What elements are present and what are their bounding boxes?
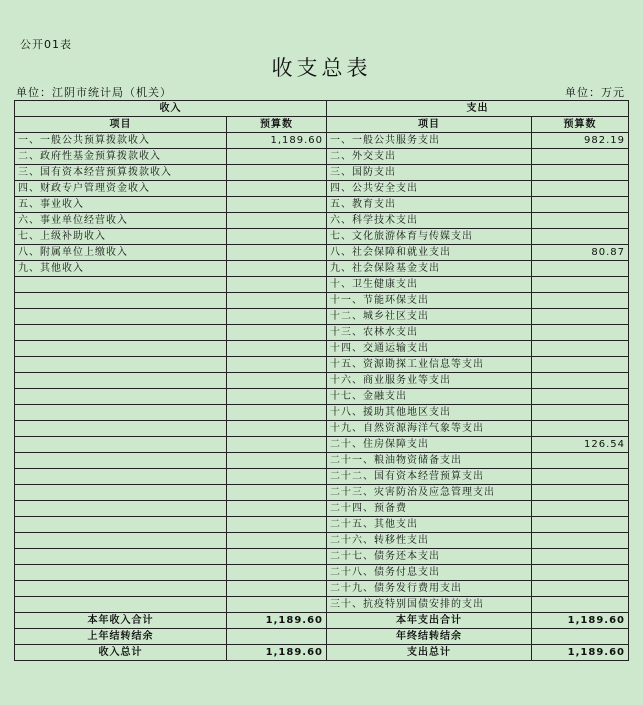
expense-item-cell: 十六、商业服务业等支出 [327,373,532,389]
expense-item-header: 项目 [327,117,532,133]
expense-amount-cell [532,501,629,517]
income-item-cell [15,373,227,389]
expense-item-cell: 八、社会保障和就业支出 [327,245,532,261]
expense-section-header: 支出 [327,101,629,117]
expense-item-cell: 三、国防支出 [327,165,532,181]
table-row [15,501,629,517]
expense-item-cell: 二十五、其他支出 [327,517,532,533]
table-row [15,581,629,597]
income-amount-cell [227,517,327,533]
table-row [15,245,629,261]
expense-amount-cell: 1,189.60 [532,613,629,629]
expense-item-cell: 十一、节能环保支出 [327,293,532,309]
income-item-cell: 四、财政专户管理资金收入 [15,181,227,197]
expense-item-cell: 三十、抗疫特别国债安排的支出 [327,597,532,613]
expense-item-cell: 二十九、债务发行费用支出 [327,581,532,597]
income-item-cell [15,405,227,421]
income-amount-cell [227,245,327,261]
income-section-header: 收入 [15,101,327,117]
expense-amount-cell: 1,189.60 [532,645,629,661]
table-row [15,357,629,373]
income-amount-cell [227,277,327,293]
expense-item-cell: 十三、农林水支出 [327,325,532,341]
table-row [15,261,629,277]
income-amount-cell: 1,189.60 [227,613,327,629]
table-row [15,213,629,229]
expense-amount-cell [532,309,629,325]
income-budget-header: 预算数 [227,117,327,133]
table-row [15,517,629,533]
income-item-cell [15,309,227,325]
expense-amount-cell [532,485,629,501]
expense-item-cell: 十二、城乡社区支出 [327,309,532,325]
table-row [15,341,629,357]
income-item-cell: 收入总计 [15,645,227,661]
income-amount-cell [227,533,327,549]
expense-amount-cell [532,277,629,293]
income-amount-cell [227,197,327,213]
income-item-cell [15,389,227,405]
expense-amount-cell [532,629,629,645]
expense-amount-cell [532,325,629,341]
expense-item-cell: 本年支出合计 [327,613,532,629]
expense-item-cell: 二十四、预备费 [327,501,532,517]
income-amount-cell: 1,189.60 [227,645,327,661]
income-amount-cell [227,357,327,373]
income-item-cell [15,597,227,613]
expense-item-cell: 十四、交通运输支出 [327,341,532,357]
income-amount-cell [227,389,327,405]
income-amount-cell [227,261,327,277]
unit-organization: 单位：江阴市统计局（机关） [16,86,172,99]
income-item-cell [15,485,227,501]
expense-amount-cell [532,421,629,437]
expense-item-cell: 二十八、债务付息支出 [327,565,532,581]
income-item-cell [15,549,227,565]
income-amount-cell [227,405,327,421]
income-amount-cell [227,229,327,245]
expense-amount-cell [532,149,629,165]
expense-item-cell: 九、社会保险基金支出 [327,261,532,277]
income-amount-cell [227,565,327,581]
expense-amount-cell [532,517,629,533]
form-number: 公开01表 [20,38,72,51]
table-row [15,533,629,549]
total-row [15,629,629,645]
expense-amount-cell: 80.87 [532,245,629,261]
income-amount-cell [227,469,327,485]
income-amount-cell [227,309,327,325]
column-header-row [15,117,629,133]
expense-amount-cell [532,549,629,565]
income-amount-cell [227,629,327,645]
table-row [15,421,629,437]
expense-item-cell: 二十、住房保障支出 [327,437,532,453]
income-amount-cell [227,293,327,309]
table-row [15,229,629,245]
table-row [15,437,629,453]
table-row [15,309,629,325]
expense-amount-cell [532,341,629,357]
expense-amount-cell [532,373,629,389]
expense-item-cell: 六、科学技术支出 [327,213,532,229]
expense-item-cell: 十、卫生健康支出 [327,277,532,293]
expense-item-cell: 十九、自然资源海洋气象等支出 [327,421,532,437]
expense-item-cell: 年终结转结余 [327,629,532,645]
expense-item-cell: 七、文化旅游体育与传媒支出 [327,229,532,245]
table-row [15,389,629,405]
unit-currency: 单位：万元 [565,86,625,99]
table-row [15,325,629,341]
income-amount-cell [227,437,327,453]
income-item-cell: 上年结转结余 [15,629,227,645]
table-row [15,565,629,581]
income-item-cell [15,421,227,437]
income-amount-cell [227,581,327,597]
income-item-cell [15,501,227,517]
income-item-cell [15,357,227,373]
expense-amount-cell [532,533,629,549]
income-amount-cell [227,485,327,501]
income-amount-cell [227,597,327,613]
expense-item-cell: 十八、援助其他地区支出 [327,405,532,421]
income-item-cell [15,437,227,453]
income-amount-cell [227,373,327,389]
income-amount-cell [227,165,327,181]
expense-amount-cell [532,197,629,213]
expense-amount-cell [532,389,629,405]
income-amount-cell [227,325,327,341]
income-item-cell: 三、国有资本经营预算拨款收入 [15,165,227,181]
income-item-cell [15,517,227,533]
expense-amount-cell [532,261,629,277]
page-title: 收支总表 [271,56,372,80]
income-amount-cell: 1,189.60 [227,133,327,149]
income-item-cell [15,453,227,469]
income-amount-cell [227,549,327,565]
expense-item-cell: 十五、资源勘探工业信息等支出 [327,357,532,373]
income-amount-cell [227,149,327,165]
expense-amount-cell [532,565,629,581]
income-amount-cell [227,341,327,357]
expense-amount-cell [532,213,629,229]
income-item-cell [15,325,227,341]
expense-item-cell: 二十六、转移性支出 [327,533,532,549]
table-row [15,277,629,293]
income-item-cell [15,293,227,309]
income-item-cell: 七、上级补助收入 [15,229,227,245]
expense-amount-cell [532,597,629,613]
expense-budget-header: 预算数 [532,117,629,133]
total-row [15,645,629,661]
table-row [15,293,629,309]
expense-item-cell: 二十七、债务还本支出 [327,549,532,565]
expense-item-cell: 二、外交支出 [327,149,532,165]
table-row [15,165,629,181]
expense-amount-cell [532,357,629,373]
income-item-header: 项目 [15,117,227,133]
income-amount-cell [227,213,327,229]
expense-amount-cell [532,581,629,597]
expense-item-cell: 二十二、国有资本经营预算支出 [327,469,532,485]
income-item-cell [15,581,227,597]
income-amount-cell [227,421,327,437]
table-row [15,485,629,501]
income-item-cell [15,565,227,581]
table-row [15,469,629,485]
section-header-row [15,101,629,117]
expense-amount-cell [532,181,629,197]
total-row [15,613,629,629]
expense-amount-cell [532,453,629,469]
expense-item-cell: 十七、金融支出 [327,389,532,405]
income-item-cell: 六、事业单位经营收入 [15,213,227,229]
expense-amount-cell [532,405,629,421]
expense-amount-cell [532,165,629,181]
expense-item-cell: 一、一般公共服务支出 [327,133,532,149]
income-item-cell [15,533,227,549]
table-row [15,597,629,613]
table-row [15,133,629,149]
income-item-cell: 本年收入合计 [15,613,227,629]
expense-item-cell: 四、公共安全支出 [327,181,532,197]
expense-amount-cell: 982.19 [532,133,629,149]
income-item-cell [15,341,227,357]
expense-amount-cell [532,469,629,485]
expense-item-cell: 二十三、灾害防治及应急管理支出 [327,485,532,501]
income-item-cell: 九、其他收入 [15,261,227,277]
table-row [15,197,629,213]
expense-item-cell: 二十一、粮油物资储备支出 [327,453,532,469]
expense-item-cell: 支出总计 [327,645,532,661]
table-row [15,549,629,565]
table-row [15,453,629,469]
income-amount-cell [227,181,327,197]
income-item-cell: 二、政府性基金预算拨款收入 [15,149,227,165]
income-amount-cell [227,453,327,469]
expense-item-cell: 五、教育支出 [327,197,532,213]
income-item-cell: 八、附属单位上缴收入 [15,245,227,261]
table-row [15,181,629,197]
table-row [15,405,629,421]
table-row [15,373,629,389]
expense-amount-cell: 126.54 [532,437,629,453]
expense-amount-cell [532,229,629,245]
income-item-cell [15,277,227,293]
table-row [15,149,629,165]
income-amount-cell [227,501,327,517]
budget-summary-table [14,100,629,661]
expense-amount-cell [532,293,629,309]
income-item-cell: 一、一般公共预算拨款收入 [15,133,227,149]
income-item-cell: 五、事业收入 [15,197,227,213]
income-item-cell [15,469,227,485]
